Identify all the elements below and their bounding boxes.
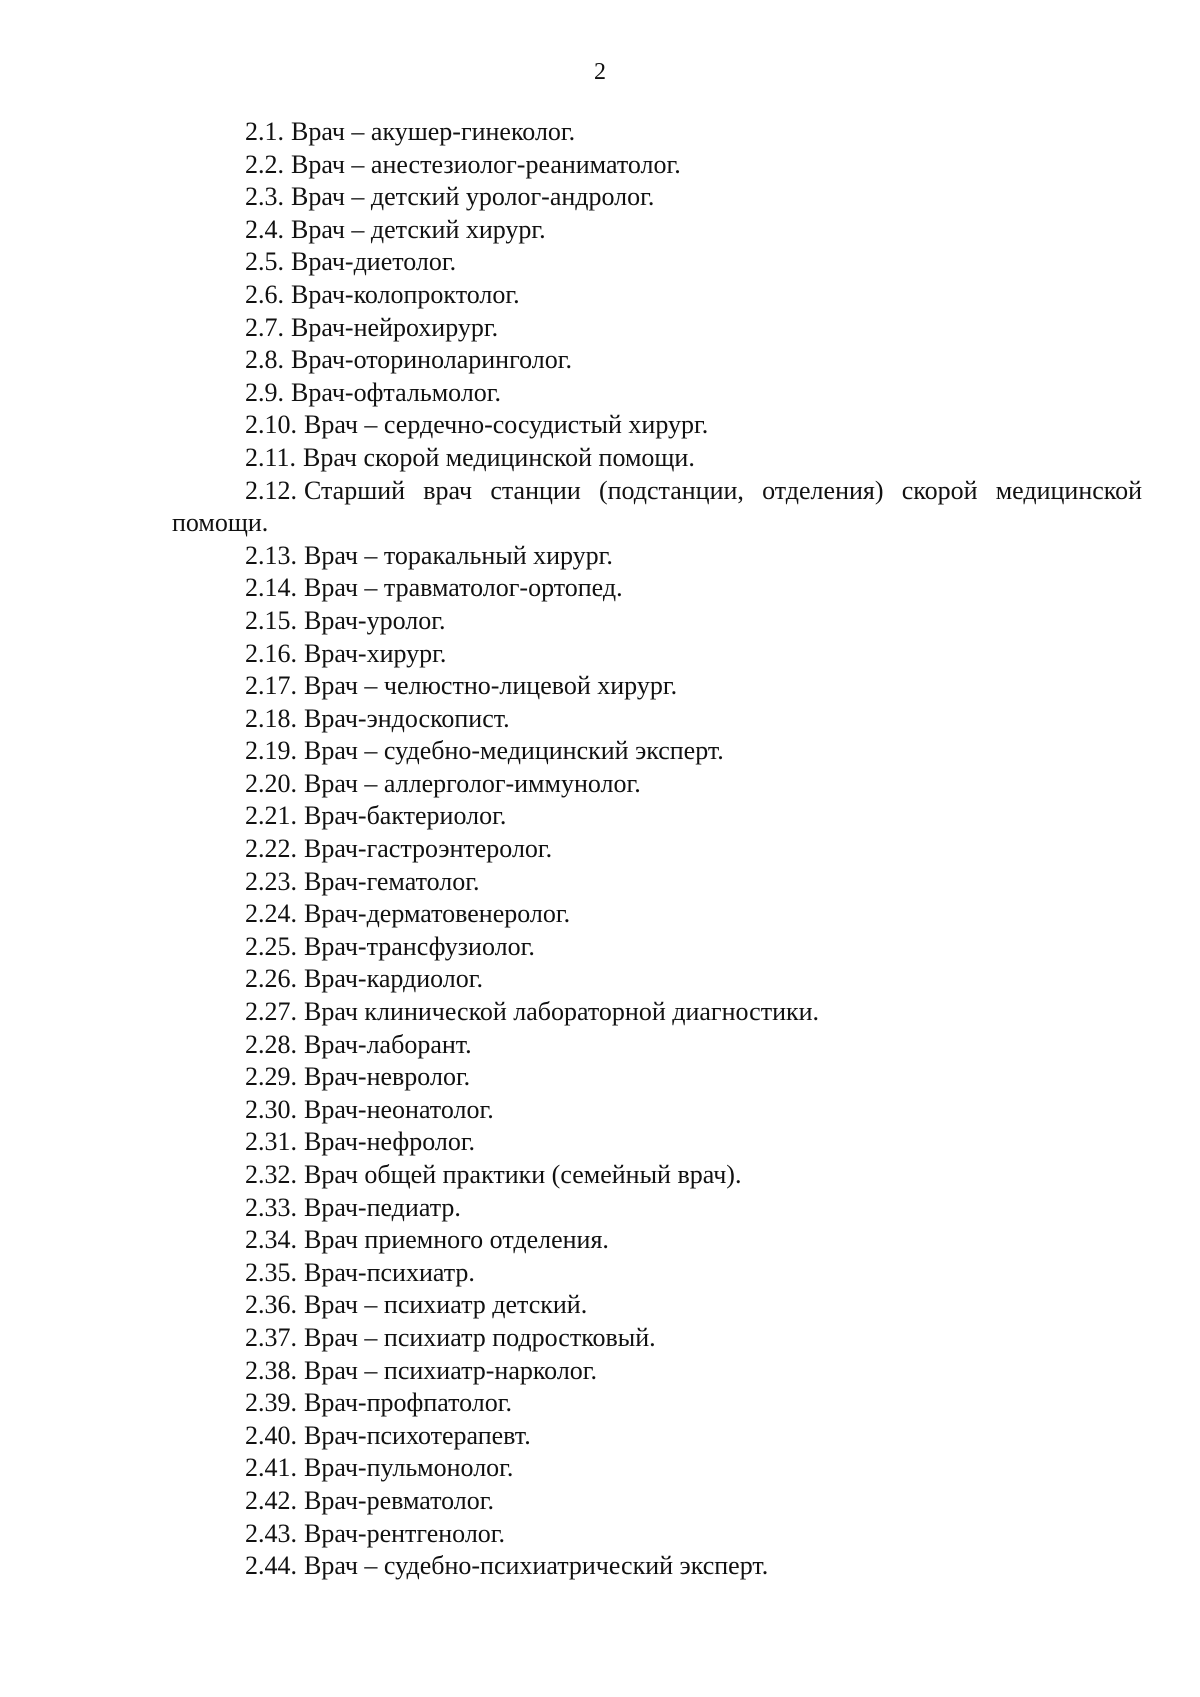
list-item-text: Врач-рентгенолог. xyxy=(304,1518,506,1548)
list-item-text: Врач – психиатр детский. xyxy=(304,1290,588,1320)
list-item-text: Врач – торакальный хирург. xyxy=(304,540,613,570)
list-item-number: 2.34. xyxy=(245,1225,297,1255)
list-item xyxy=(172,735,1142,768)
list-item-text: Врач-нефролог. xyxy=(304,1127,476,1157)
list-item-text: Врач-неонатолог. xyxy=(304,1094,494,1124)
list-item-text: Врач-эндоскопист. xyxy=(304,703,510,733)
list-item-number: 2.29. xyxy=(245,1062,297,1092)
list-item-text: Врач-кардиолог. xyxy=(304,964,484,994)
list-item xyxy=(172,1485,1142,1518)
list-item xyxy=(172,1322,1142,1355)
list-item-text: Врач-психиатр. xyxy=(304,1257,475,1287)
list-item xyxy=(172,703,1142,736)
list-item-text: Врач-бактериолог. xyxy=(304,801,507,831)
list-item-text: Врач-дерматовенеролог. xyxy=(304,899,571,929)
list-item xyxy=(172,475,1142,540)
list-item-text: Врач приемного отделения. xyxy=(304,1225,609,1255)
list-item-number: 2.17. xyxy=(245,671,297,701)
list-item-text: Врач – сердечно-сосудистый хирург. xyxy=(304,410,709,440)
list-item-number: 2.19. xyxy=(245,736,297,766)
list-item-number: 2.12. xyxy=(245,475,297,505)
list-item-text: Врач-уролог. xyxy=(304,605,446,635)
list-item xyxy=(172,377,1142,410)
list-item xyxy=(172,1029,1142,1062)
list-item xyxy=(172,768,1142,801)
list-item-number: 2.3. xyxy=(245,182,284,212)
list-item xyxy=(172,1159,1142,1192)
list-item-number: 2.11. xyxy=(245,442,297,472)
list-item xyxy=(172,116,1142,149)
list-item-text: Врач – психиатр подростковый. xyxy=(304,1322,656,1352)
list-item-number: 2.39. xyxy=(245,1388,297,1418)
list-item xyxy=(172,963,1142,996)
list-item-number: 2.21. xyxy=(245,801,297,831)
list-item-number: 2.5. xyxy=(245,247,284,277)
list-item-number: 2.4. xyxy=(245,214,284,244)
list-item xyxy=(172,800,1142,833)
list-item xyxy=(172,638,1142,671)
list-item-text: Врач – аллерголог-иммунолог. xyxy=(304,768,641,798)
list-item-number: 2.40. xyxy=(245,1420,297,1450)
list-item-number: 2.15. xyxy=(245,605,297,635)
list-item-text: Врач – психиатр-нарколог. xyxy=(304,1355,598,1385)
list-item-text: Врач-гематолог. xyxy=(304,866,480,896)
list-item-text: Врач-педиатр. xyxy=(304,1192,461,1222)
list-item-number: 2.10. xyxy=(245,410,297,440)
list-item-number: 2.7. xyxy=(245,312,284,342)
specialty-list xyxy=(172,116,1142,1583)
list-item-text: Врач – акушер-гинеколог. xyxy=(291,117,576,146)
list-item-number: 2.41. xyxy=(245,1453,297,1483)
list-item xyxy=(172,1289,1142,1322)
list-item xyxy=(172,1094,1142,1127)
list-item xyxy=(172,1224,1142,1257)
list-item-text: Врач-хирург. xyxy=(304,638,447,668)
list-item-text: Врач – травматолог-ортопед. xyxy=(304,573,623,603)
list-item-number: 2.37. xyxy=(245,1322,297,1352)
list-item xyxy=(172,866,1142,899)
list-item-number: 2.23. xyxy=(245,866,297,896)
list-item xyxy=(172,996,1142,1029)
list-item-number: 2.14. xyxy=(245,573,297,603)
list-item-text: Врач – детский хирург. xyxy=(291,214,546,244)
list-item xyxy=(172,1518,1142,1551)
page-number: 2 xyxy=(594,59,606,85)
list-item-number: 2.16. xyxy=(245,638,297,668)
list-item-number: 2.2. xyxy=(245,149,284,179)
list-item xyxy=(172,246,1142,279)
list-item xyxy=(172,1420,1142,1453)
list-item-number: 2.35. xyxy=(245,1257,297,1287)
list-item-text: Врач-лаборант. xyxy=(304,1029,472,1059)
list-item-number: 2.8. xyxy=(245,345,284,375)
list-item-number: 2.32. xyxy=(245,1160,297,1189)
list-item-number: 2.43. xyxy=(245,1518,297,1548)
list-item xyxy=(172,1550,1142,1583)
list-item-text: Врач клинической лабораторной диагностики. xyxy=(304,997,820,1027)
list-item-number: 2.18. xyxy=(245,703,297,733)
list-item xyxy=(172,1257,1142,1290)
list-item-number: 2.38. xyxy=(245,1355,297,1385)
list-item-text: Врач-невролог. xyxy=(304,1062,471,1092)
list-item-number: 2.22. xyxy=(245,834,297,864)
list-item xyxy=(172,1452,1142,1485)
list-item-number: 2.9. xyxy=(245,377,284,407)
list-item xyxy=(172,931,1142,964)
list-item xyxy=(172,149,1142,182)
list-item-number: 2.25. xyxy=(245,931,297,961)
list-item-text: Врач – челюстно-лицевой хирург. xyxy=(304,671,678,701)
list-item-text: Врач – детский уролог-андролог. xyxy=(291,182,655,212)
list-item-text: Врач-трансфузиолог. xyxy=(304,931,535,961)
list-item xyxy=(172,572,1142,605)
list-item-number: 2.31. xyxy=(245,1127,297,1157)
list-item-text: Врач-нейрохирург. xyxy=(291,312,499,342)
list-item xyxy=(172,442,1142,475)
list-item xyxy=(172,1061,1142,1094)
list-item-text: Врач общей практики (семейный врач). xyxy=(304,1160,742,1189)
list-item-number: 2.28. xyxy=(245,1029,297,1059)
list-item xyxy=(172,1387,1142,1420)
list-item-number: 2.42. xyxy=(245,1485,297,1515)
list-item-text: Врач-гастроэнтеролог. xyxy=(304,834,553,864)
list-item-number: 2.44. xyxy=(245,1551,297,1581)
list-item xyxy=(172,344,1142,377)
list-item-text: Врач-офтальмолог. xyxy=(291,377,502,407)
list-item-text: Врач-профпатолог. xyxy=(304,1388,512,1418)
list-item xyxy=(172,279,1142,312)
list-item-number: 2.1. xyxy=(245,117,284,146)
list-item-text: Врач – судебно-психиатрический эксперт. xyxy=(304,1551,769,1581)
list-item xyxy=(172,833,1142,866)
list-item xyxy=(172,670,1142,703)
list-item-number: 2.27. xyxy=(245,997,297,1027)
list-item xyxy=(172,1355,1142,1388)
list-item-text: Врач – анестезиолог-реаниматолог. xyxy=(291,149,681,179)
list-item-number: 2.13. xyxy=(245,540,297,570)
list-item xyxy=(172,1126,1142,1159)
list-item-text: Врач-колопроктолог. xyxy=(291,279,520,309)
list-item-number: 2.24. xyxy=(245,899,297,929)
list-item-text: Врач-диетолог. xyxy=(291,247,457,277)
list-item-text: Врач – судебно-медицинский эксперт. xyxy=(304,736,724,766)
list-item xyxy=(172,540,1142,573)
list-item xyxy=(172,214,1142,247)
list-item-text: Врач-пульмонолог. xyxy=(304,1453,514,1483)
list-item xyxy=(172,312,1142,345)
list-item xyxy=(172,409,1142,442)
list-item-number: 2.26. xyxy=(245,964,297,994)
list-item-number: 2.30. xyxy=(245,1094,297,1124)
list-item-number: 2.33. xyxy=(245,1192,297,1222)
list-item xyxy=(172,898,1142,931)
list-item-number: 2.20. xyxy=(245,768,297,798)
list-item xyxy=(172,181,1142,214)
list-item-text: Врач-ревматолог. xyxy=(304,1485,494,1515)
list-item-text: Врач-оториноларинголог. xyxy=(291,345,572,375)
list-item-number: 2.36. xyxy=(245,1290,297,1320)
list-item-text: Врач скорой медицинской помощи. xyxy=(303,442,695,472)
list-item xyxy=(172,605,1142,638)
list-item xyxy=(172,1192,1142,1225)
list-item-text: Старший врач станции (подстанции, отделения) скорой медицинской помощи. xyxy=(172,475,1142,538)
list-item-number: 2.6. xyxy=(245,279,284,309)
list-item-text: Врач-психотерапевт. xyxy=(304,1420,531,1450)
